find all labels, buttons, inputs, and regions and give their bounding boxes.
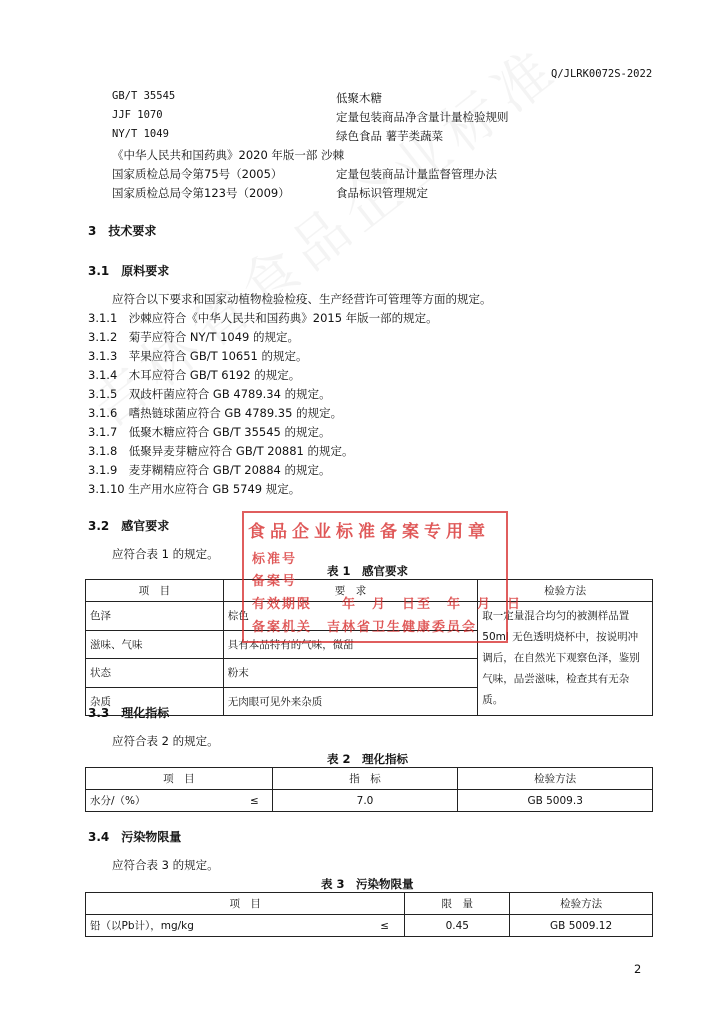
table-caption: 表 1 感官要求 — [327, 564, 409, 578]
table-row — [86, 790, 653, 812]
table-cell: 粉末 — [223, 659, 478, 688]
physicochemical-table — [85, 767, 653, 812]
method-cell: 取一定量混合均匀的被测样品置 50ml 无色透明烧杯中，按说明冲调后，在自然光下观察色泽，鉴别气味，品尝滋味，检查其有无杂质。 — [478, 602, 653, 716]
table-cell: GB 5009.12 — [510, 915, 653, 937]
table-row — [86, 915, 653, 937]
table-header-cell: 检验方法 — [478, 580, 653, 602]
list-item: 3.1.2 菊芋应符合 NY/T 1049 的规定。 — [88, 330, 300, 344]
reference-code: JJF 1070 — [112, 109, 163, 121]
stamp-title: 食品企业标准备案专用章 — [248, 522, 490, 542]
table-cell: 棕色 — [223, 602, 478, 631]
reference-code: GB/T 35545 — [112, 90, 176, 102]
stamp-line: 有效期限 年 月 日至 年 月 日 — [252, 597, 523, 612]
paragraph: 应符合表 1 的规定。 — [112, 547, 219, 561]
list-item: 3.1.3 苹果应符合 GB/T 10651 的规定。 — [88, 349, 308, 363]
stamp-line: 备案号 — [252, 574, 298, 589]
table-header-cell: 项 目 — [86, 893, 405, 915]
table-caption: 表 2 理化指标 — [327, 752, 409, 766]
table-cell: ≤ — [237, 790, 272, 812]
list-item: 3.1.1 沙棘应符合《中华人民共和国药典》2015 年版一部的规定。 — [88, 311, 438, 325]
reference-code: 国家质检总局令第123号（2009） — [112, 186, 290, 200]
list-item: 3.1.4 木耳应符合 GB/T 6192 的规定。 — [88, 368, 301, 382]
table-cell: 水分/（%） — [86, 790, 238, 812]
table-header-row — [86, 768, 653, 790]
reference-code: 《中华人民共和国药典》2020 年版一部 沙棘 — [112, 148, 345, 162]
reference-code: NY/T 1049 — [112, 128, 169, 140]
document-code: Q/JLRK0072S-2022 — [551, 68, 653, 80]
list-item: 3.1.7 低聚木糖应符合 GB/T 35545 的规定。 — [88, 425, 331, 439]
table-cell: 具有本品特有的气味，微甜 — [223, 630, 478, 659]
table-header-cell: 项 目 — [86, 580, 224, 602]
reference-title: 绿色食品 薯芋类蔬菜 — [336, 129, 444, 143]
stamp-line: 标准号 — [252, 552, 298, 567]
table-cell: 状态 — [86, 659, 224, 688]
list-item: 3.1.10 生产用水应符合 GB 5749 规定。 — [88, 482, 301, 496]
table-header-cell: 要 求 — [223, 580, 478, 602]
table-cell: 滋味、气味 — [86, 630, 224, 659]
reference-code: 国家质检总局令第75号（2005） — [112, 167, 283, 181]
list-item: 3.1.9 麦芽糊精应符合 GB/T 20884 的规定。 — [88, 463, 331, 477]
section-heading: 3.3 理化指标 — [88, 706, 170, 720]
page-number: 2 — [634, 962, 642, 976]
list-item: 3.1.6 嗜热链球菌应符合 GB 4789.35 的规定。 — [88, 406, 343, 420]
table-cell: 色泽 — [86, 602, 224, 631]
reference-title: 食品标识管理规定 — [336, 186, 428, 200]
stamp-line: 备案机关 吉林省卫生健康委员会 — [252, 620, 478, 635]
table-cell: 无肉眼可见外来杂质 — [223, 687, 478, 716]
table-cell: 7.0 — [272, 790, 458, 812]
table-cell: 铅（以Pb计），mg/kg — [86, 915, 365, 937]
table-cell: 杂质 — [86, 687, 224, 716]
list-item: 3.1.5 双歧杆菌应符合 GB 4789.34 的规定。 — [88, 387, 331, 401]
contaminant-table — [85, 892, 653, 937]
table-header-cell: 检验方法 — [458, 768, 653, 790]
section-heading: 3 技术要求 — [88, 224, 157, 238]
list-item: 3.1.8 低聚异麦芽糖应符合 GB/T 20881 的规定。 — [88, 444, 354, 458]
filing-stamp — [242, 511, 523, 643]
table-caption: 表 3 污染物限量 — [321, 877, 414, 891]
table-header-cell: 指 标 — [272, 768, 458, 790]
table-cell: ≤ — [365, 915, 405, 937]
section-heading: 3.2 感官要求 — [88, 519, 170, 533]
table-cell: GB 5009.3 — [458, 790, 653, 812]
table-header-cell: 项 目 — [86, 768, 273, 790]
section-heading: 3.4 污染物限量 — [88, 830, 182, 844]
table-header-cell: 检验方法 — [510, 893, 653, 915]
reference-title: 低聚木糖 — [336, 91, 382, 105]
paragraph: 应符合以下要求和国家动植物检验检疫、生产经营许可管理等方面的规定。 — [112, 292, 492, 306]
table-cell: 0.45 — [405, 915, 510, 937]
paragraph: 应符合表 2 的规定。 — [112, 734, 219, 748]
section-heading: 3.1 原料要求 — [88, 264, 170, 278]
reference-title: 定量包装商品计量监督管理办法 — [336, 167, 497, 181]
table-header-cell: 限 量 — [405, 893, 510, 915]
reference-title: 定量包装商品净含量计量检验规则 — [336, 110, 509, 124]
table-header-row — [86, 893, 653, 915]
paragraph: 应符合表 3 的规定。 — [112, 858, 219, 872]
